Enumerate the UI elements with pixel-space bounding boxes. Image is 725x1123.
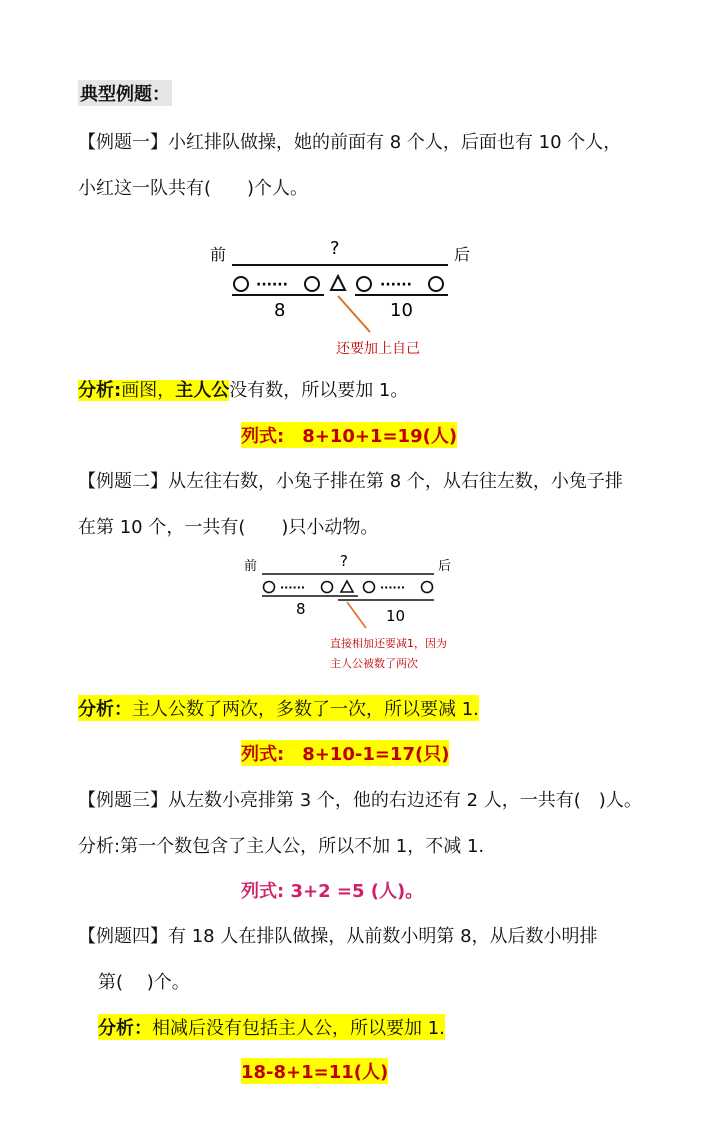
diagram-1-circle [234, 277, 248, 291]
diagram-1-circle [357, 277, 371, 291]
diagram-1-question: ? [330, 238, 340, 259]
example-3-line-1: 【例题三】从左数小亮排第 3 个，他的右边还有 2 人，一共有( )人。 [78, 790, 642, 811]
diagram-1-dots-right: ······ [380, 277, 412, 293]
section-heading [78, 80, 172, 106]
example-1-line-1: 【例题一】小红排队做操，她的前面有 8 个人，后面也有 10 个人， [78, 132, 622, 153]
diagram-1-pointer [338, 296, 370, 332]
analysis-label: 分析: [78, 380, 122, 401]
analysis-text: 相减后没有包括主人公，所以要加 1. [152, 1018, 445, 1039]
diagram-2-dots-right: ······ [380, 581, 406, 594]
example-1-analysis [78, 376, 408, 402]
diagram-2-circle [264, 582, 275, 593]
analysis-label: 分析： [78, 699, 132, 720]
example-4-analysis [98, 1014, 445, 1040]
diagram-2-right-count: 10 [386, 607, 406, 625]
analysis-text: 没有数，所以要加 1。 [229, 380, 409, 401]
heading-text: 典型例题： [80, 84, 170, 105]
diagram-1-right-count: 10 [390, 300, 413, 321]
diagram-2-circle [364, 582, 375, 593]
example-2-analysis [78, 695, 479, 721]
diagram-1-note: 还要加上自己 [336, 341, 420, 357]
diagram-1-circle [429, 277, 443, 291]
diagram-2-note-line-1: 直接相加还要减1，因为 [330, 637, 447, 650]
example-4-line-2: 第( )个。 [98, 972, 190, 993]
example-2-formula: 列式: 8+10-1=17(只) [241, 740, 449, 766]
example-1-diagram [200, 232, 480, 362]
diagram-1-back-label: 后 [454, 245, 471, 264]
diagram-2-pointer [347, 602, 366, 628]
analysis-label: 分析： [98, 1018, 152, 1039]
diagram-2-note-line-2: 主人公被数了两次 [330, 657, 418, 670]
example-4-line-1: 【例题四】有 18 人在排队做操，从前数小明第 8，从后数小明排 [78, 926, 598, 947]
diagram-2-dots-left: ······ [280, 581, 306, 594]
example-2-line-2: 在第 10 个，一共有( )只小动物。 [78, 517, 379, 538]
diagram-2-left-count: 8 [296, 600, 306, 618]
example-4-formula: 18-8+1=11(人) [241, 1058, 388, 1084]
analysis-text: 画图， [121, 380, 176, 401]
example-2-diagram [240, 550, 470, 674]
diagram-2-front-label: 前 [244, 559, 258, 574]
analysis-text: 主人公数了两次，多数了一次，所以要减 1. [132, 699, 479, 720]
diagram-2-question: ? [340, 552, 348, 570]
diagram-2-circle [422, 582, 433, 593]
diagram-2-back-label: 后 [438, 559, 452, 574]
example-3-analysis: 分析:第一个数包含了主人公，所以不加 1，不减 1. [78, 836, 485, 857]
example-2-line-1: 【例题二】从左往右数，小兔子排在第 8 个，从右往左数，小兔子排 [78, 471, 623, 492]
example-1-formula: 列式: 8+10+1=19(人) [241, 422, 457, 448]
example-3-formula: 列式: 3+2 =5 (人)。 [241, 881, 424, 902]
diagram-2-triangle [341, 581, 353, 592]
diagram-1-triangle [331, 276, 345, 290]
diagram-1-circle [305, 277, 319, 291]
example-1-line-2: 小红这一队共有( )个人。 [78, 178, 309, 199]
diagram-2-circle [322, 582, 333, 593]
analysis-emphasis: 主人公 [175, 380, 230, 401]
diagram-1-left-count: 8 [274, 300, 286, 321]
diagram-1-dots-left: ······ [256, 277, 288, 293]
diagram-1-front-label: 前 [210, 245, 227, 264]
